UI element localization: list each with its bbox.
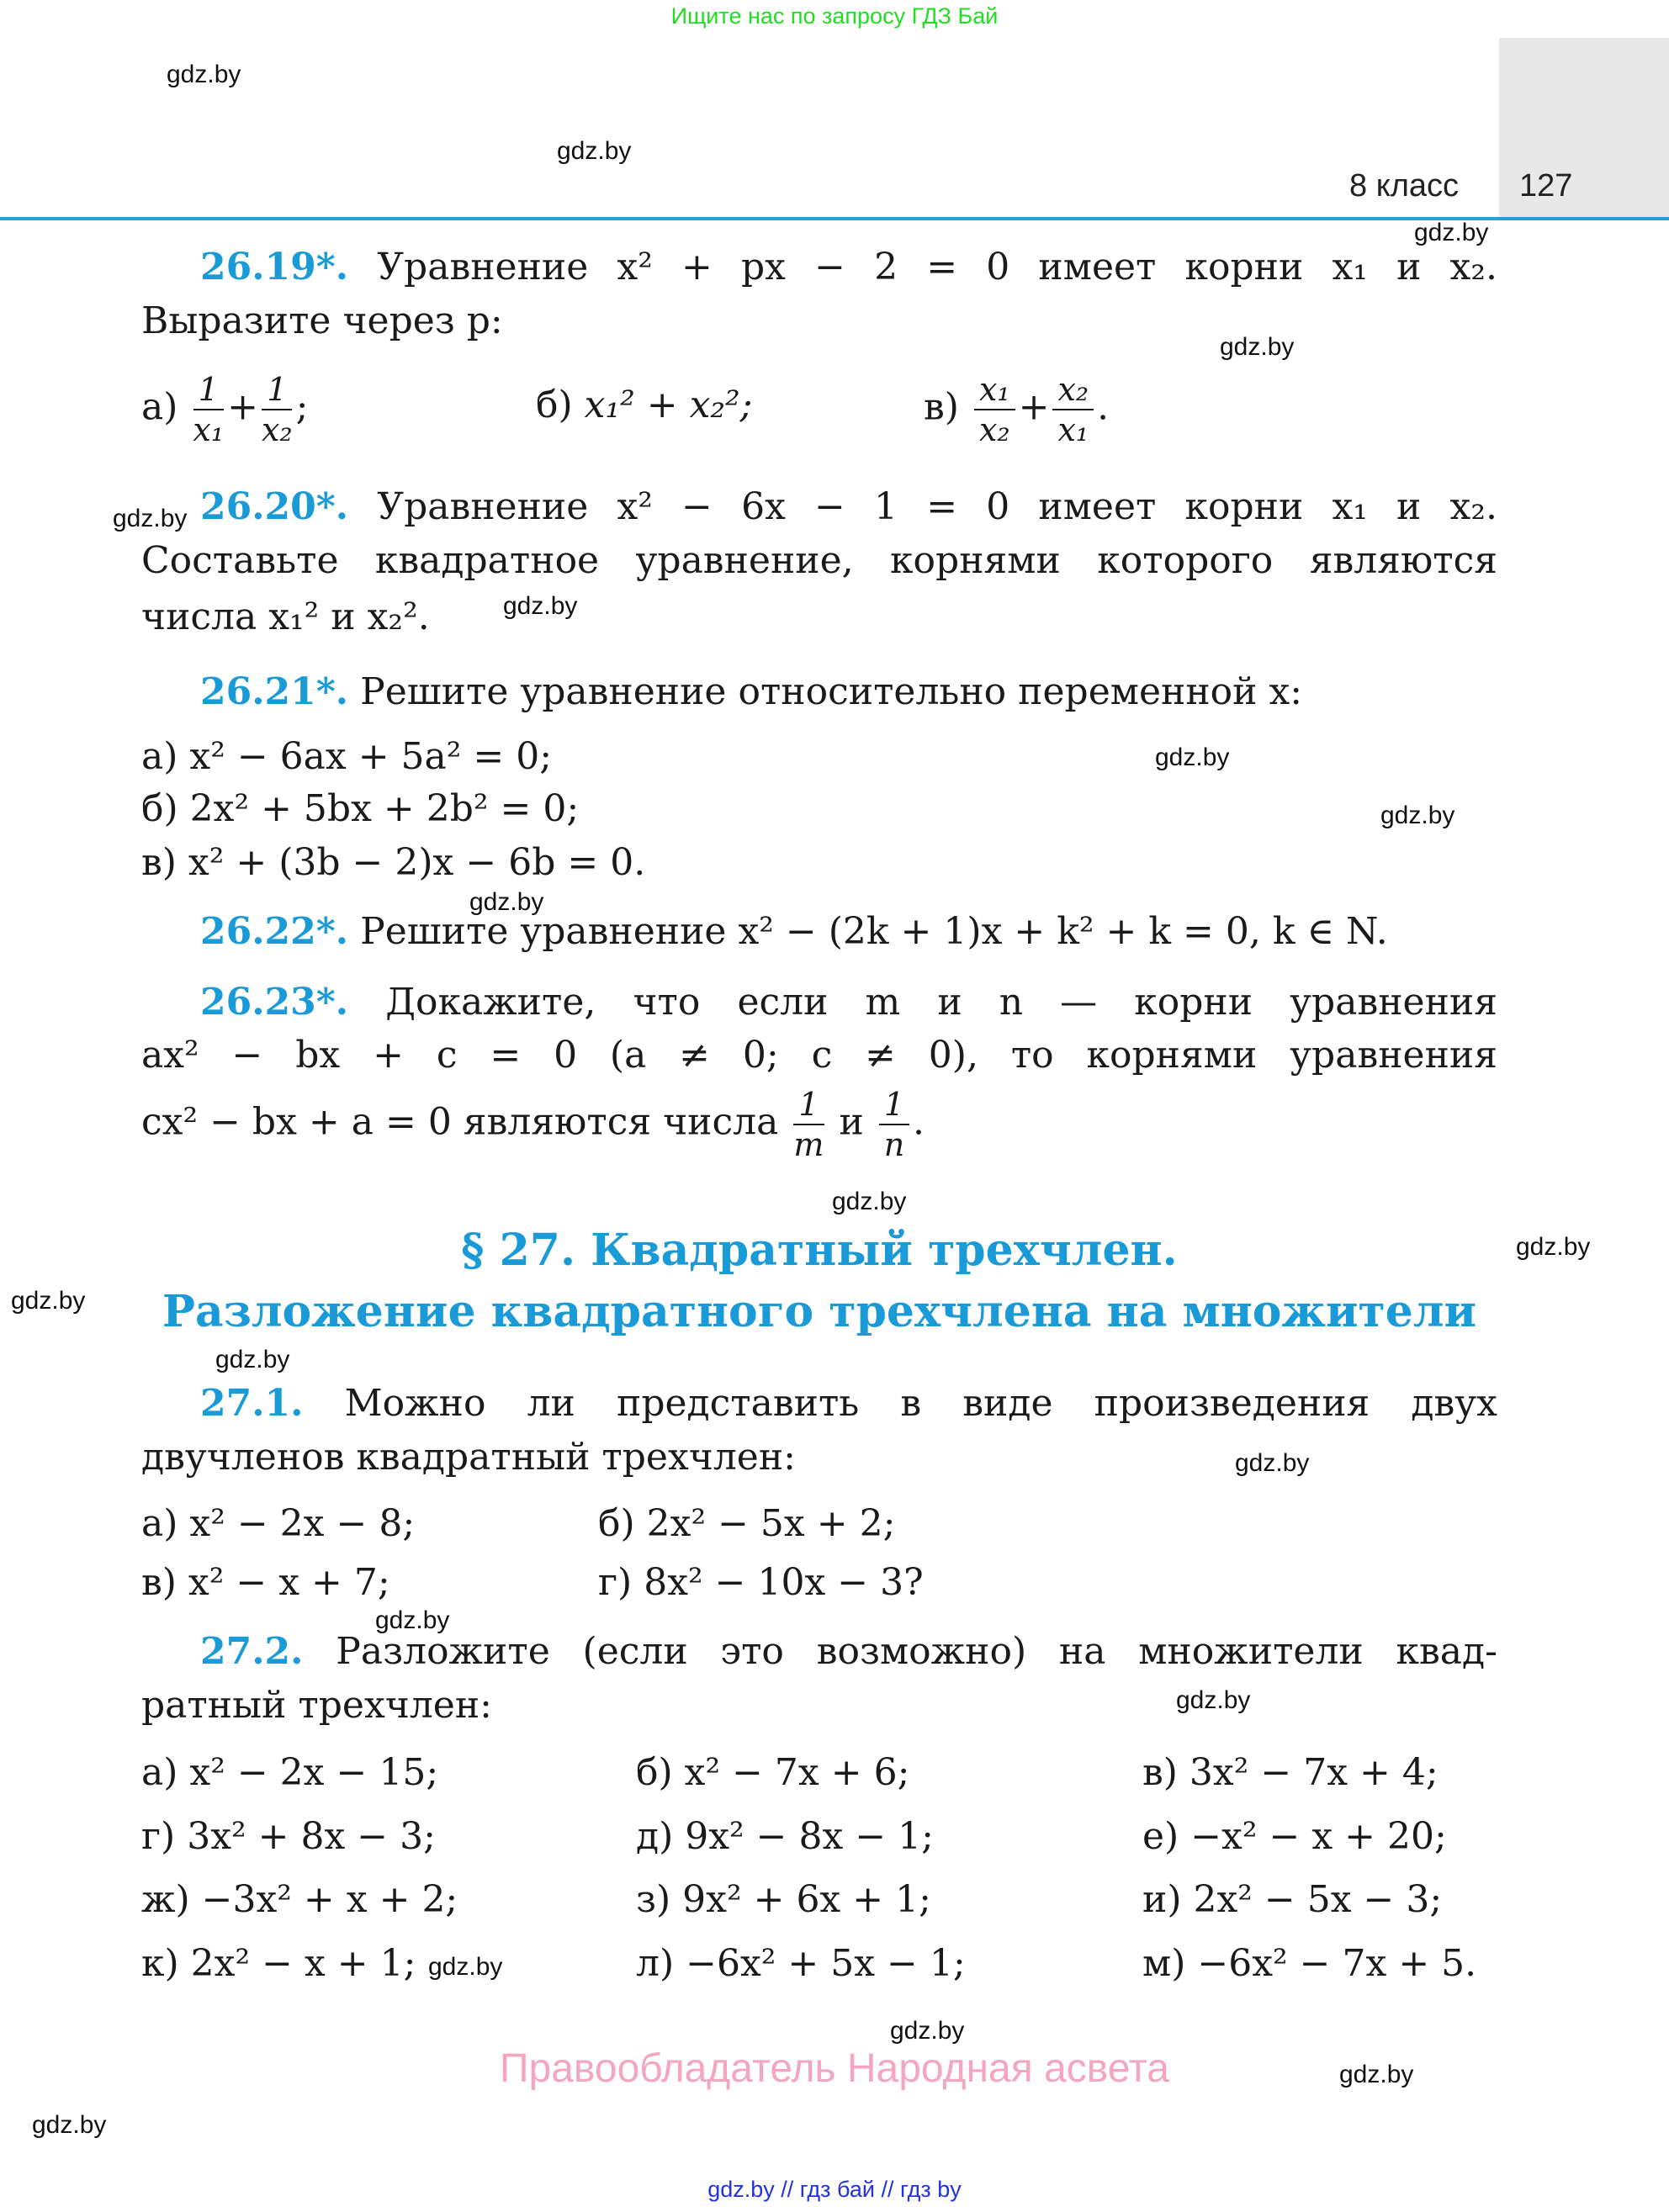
watermark: gdz.by (1414, 219, 1489, 246)
problem-text: cx² − bx + a = 0 являются числа $\frac{1}{m}$ и $\frac{1}{n}$ . (141, 1086, 925, 1163)
problem-text: Составьте квадратное уравнение, корнями которого являются (141, 539, 1497, 582)
option-item: а) x² − 6ax + 5a² = 0; (141, 735, 553, 778)
watermark: gdz.by (167, 61, 241, 88)
problem-text: двучленов квадратный трехчлен: (141, 1436, 796, 1479)
grade-label: 8 класс (1349, 168, 1460, 204)
problem-27-1 (200, 1379, 1497, 1429)
option-item: б) 2x² + 5bx + 2b² = 0; (141, 787, 580, 830)
problem-text: Уравнение x² + px − 2 = 0 имеет корни x₁ и x₂. (377, 246, 1497, 288)
fraction: $\frac{1}{\text{x₁}}$ (193, 371, 225, 448)
problem-text: Уравнение x² − 6x − 1 = 0 имеет корни x₁ и x₂. (377, 485, 1497, 528)
problem-number: 27.2. (200, 1630, 304, 1673)
page-number: 127 (1519, 168, 1573, 204)
fraction: $\frac{1}{m}$ (793, 1086, 824, 1163)
problem-text: числа x₁² и x₂². (141, 595, 430, 638)
option-label: а) (141, 385, 178, 429)
option-item: г) 8x² − 10x − 3? (598, 1561, 924, 1604)
expression: x₁² + x₂²; (584, 384, 753, 426)
option-item: к) 2x² − x + 1; (141, 1942, 416, 1985)
problem-number: 26.20*. (200, 485, 349, 528)
watermark: gdz.by (1339, 2061, 1414, 2088)
fraction: $\frac{1}{\text{x₂}}$ (261, 371, 293, 448)
section-subtitle: Разложение квадратного трехчлена на множители (162, 1286, 1477, 1337)
option-item: д) 9x² − 8x − 1; (636, 1815, 934, 1858)
watermark: gdz.by (469, 888, 544, 916)
watermark: gdz.by (113, 505, 188, 532)
problem-number: 27.1. (200, 1382, 304, 1425)
problem-text: ax² − bx + c = 0 (a ≠ 0; c ≠ 0), то корнями уравнения (141, 1034, 1497, 1077)
problem-text: Выразите через p: (141, 299, 503, 342)
problem-text: Решите уравнение x² − (2k + 1)x + k² + k = 0, k ∈ N. (360, 910, 1388, 953)
option-label: б) (536, 384, 573, 426)
option-item: в) 3x² − 7x + 4; (1142, 1751, 1439, 1794)
option-item: а) x² − 2x − 15; (141, 1751, 439, 1794)
problem-text: Можно ли представить в виде произведения двух (344, 1382, 1497, 1425)
problem-number: 26.22*. (200, 910, 349, 953)
problem-27-2 (200, 1627, 1497, 1677)
problem-26-21 (200, 667, 1302, 717)
option-item: а) x² − 2x − 8; (141, 1502, 416, 1545)
fraction: $\frac{1}{n}$ (879, 1085, 909, 1164)
watermark: gdz.by (375, 1606, 450, 1634)
watermark: gdz.by (890, 2017, 965, 2045)
option-item: е) −x² − x + 20; (1142, 1815, 1447, 1858)
copyright-notice: Правообладатель Народная асвета (500, 2046, 1169, 2091)
watermark: gdz.by (503, 592, 578, 620)
watermark: gdz.by (428, 1953, 503, 1981)
problem-text: Разложите (если это возможно) на множители квад- (336, 1630, 1497, 1673)
footer-links[interactable]: gdz.by // гдз бай // гдз by (707, 2177, 962, 2202)
watermark: gdz.by (11, 1287, 86, 1315)
problem-number: 26.21*. (200, 670, 349, 713)
option-item: м) −6x² − 7x + 5. (1142, 1942, 1477, 1985)
problem-26-20 (200, 482, 1497, 532)
option-item: з) 9x² + 6x + 1; (636, 1878, 931, 1921)
watermark: gdz.by (1235, 1449, 1310, 1477)
option-item: в) x² − x + 7; (141, 1561, 390, 1604)
option-a: а) $\frac{1}{\text{x₁}}$ + $\frac{1}{\text{x₂}}$ ; (141, 371, 309, 448)
problem-26-22 (200, 907, 1388, 957)
watermark: gdz.by (832, 1188, 907, 1215)
problem-text: Решите уравнение относительно переменной x: (360, 670, 1303, 713)
section-title: § 27. Квадратный трехчлен. (461, 1225, 1178, 1276)
option-item: г) 3x² + 8x − 3; (141, 1815, 436, 1858)
search-banner[interactable]: Ищите нас по запросу ГДЗ Бай (670, 3, 999, 29)
watermark: gdz.by (557, 137, 632, 165)
problem-text: Докажите, что если m и n — корни уравнения (385, 981, 1497, 1024)
problem-26-19 (200, 242, 1497, 293)
option-c: в) $\frac{\text{x₁}}{\text{x₂}}$ + $\frac{\text{x₂}}{\text{x₁}}$ . (924, 371, 1110, 448)
option-label: в) (924, 385, 959, 429)
watermark: gdz.by (1220, 333, 1295, 361)
watermark: gdz.by (32, 2111, 107, 2139)
watermark: gdz.by (1155, 744, 1230, 771)
option-item: л) −6x² + 5x − 1; (636, 1942, 966, 1985)
option-item: и) 2x² − 5x − 3; (1142, 1878, 1443, 1921)
option-item: ж) −3x² + x + 2; (141, 1878, 458, 1921)
problem-26-23 (200, 977, 1497, 1028)
fraction: $\frac{\text{x₂}}{\text{x₁}}$ (1052, 370, 1094, 449)
option-item: б) 2x² − 5x + 2; (598, 1502, 896, 1545)
problem-number: 26.23*. (200, 981, 349, 1024)
watermark: gdz.by (1380, 802, 1455, 829)
option-item: б) x² − 7x + 6; (636, 1751, 910, 1794)
problem-number: 26.19*. (200, 246, 349, 288)
watermark: gdz.by (1516, 1233, 1591, 1261)
watermark: gdz.by (1176, 1686, 1251, 1714)
option-b (536, 370, 753, 441)
watermark: gdz.by (215, 1346, 290, 1373)
option-item: в) x² + (3b − 2)x − 6b = 0. (141, 841, 646, 884)
problem-text: ратный трехчлен: (141, 1684, 492, 1727)
fraction: $\frac{\text{x₁}}{\text{x₂}}$ (974, 370, 1015, 449)
